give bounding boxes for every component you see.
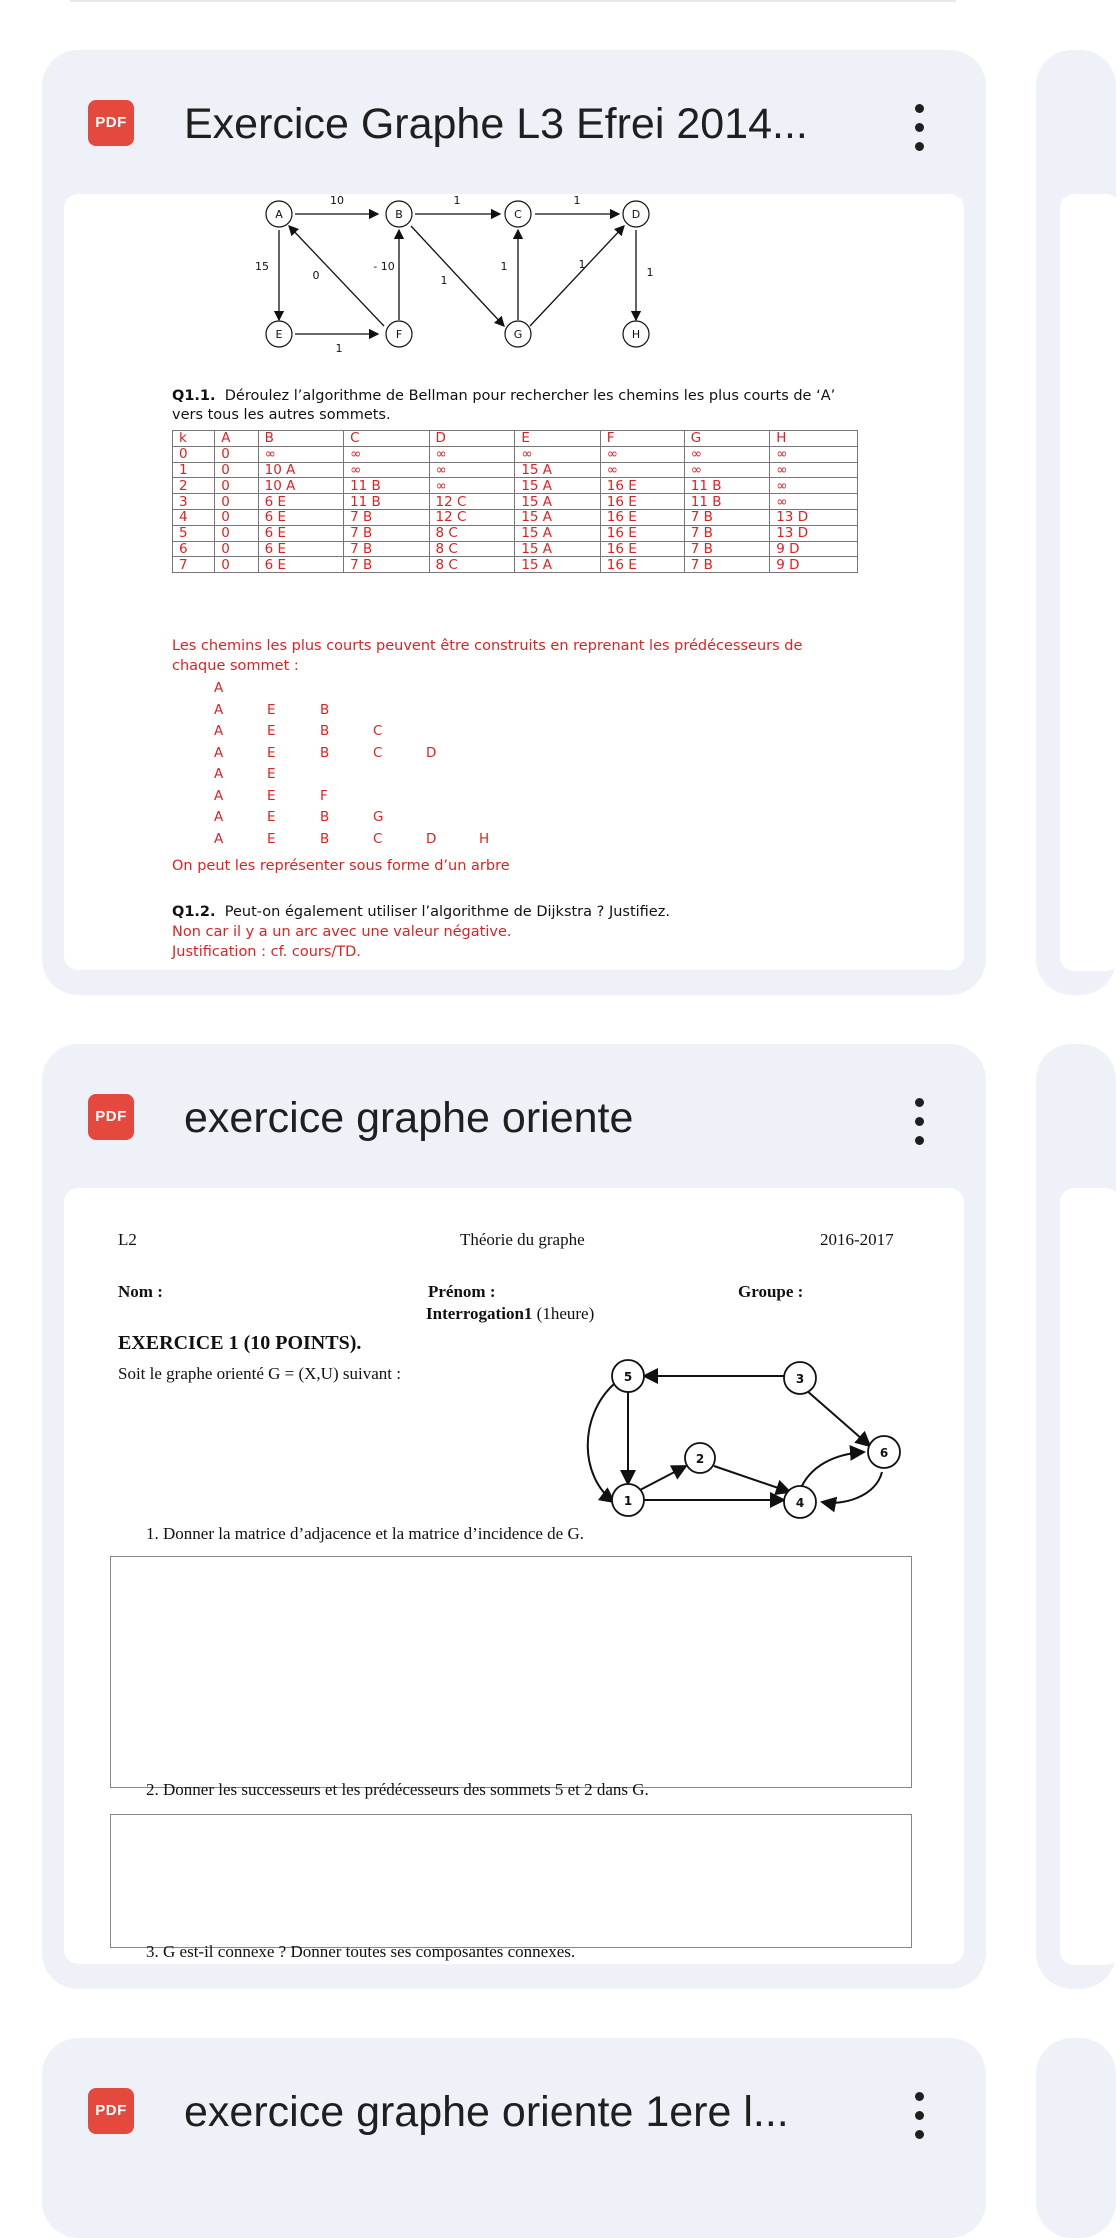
svg-text:F: F <box>395 328 403 341</box>
path-node: B <box>320 701 330 718</box>
table-cell: 0 <box>215 494 258 510</box>
more-vert-icon[interactable] <box>902 2086 936 2146</box>
table-cell: 16 E <box>600 557 684 573</box>
table-cell: 16 E <box>600 509 684 525</box>
more-vert-icon[interactable] <box>902 1092 936 1152</box>
file-card-right-1[interactable] <box>1036 50 1116 995</box>
path-row <box>214 680 267 696</box>
file-thumbnail[interactable] <box>64 1188 964 1964</box>
svg-text:5: 5 <box>623 1370 633 1384</box>
table-cell: 15 A <box>515 557 600 573</box>
table-cell: 6 <box>173 541 215 557</box>
svg-text:4: 4 <box>795 1496 805 1510</box>
table-cell: 6 E <box>258 509 343 525</box>
file-title[interactable]: exercice graphe oriente 1ere l... <box>184 2088 789 2136</box>
doc-prenom: Prénom : <box>428 1282 496 1301</box>
path-node: E <box>267 809 276 825</box>
table-cell: ∞ <box>429 446 515 462</box>
table-cell: 4 <box>173 509 215 525</box>
directed-graph-diagram <box>584 1356 904 1536</box>
path-row <box>214 702 373 718</box>
table-header-cell: E <box>515 431 600 447</box>
path-node: C <box>373 723 383 739</box>
answer-text: Les chemins les plus courts peuvent être construits en reprenant les prédécesseurs de <box>172 638 803 654</box>
top-divider <box>70 0 956 2</box>
table-cell: ∞ <box>429 462 515 478</box>
table-cell: 9 D <box>770 557 858 573</box>
svg-text:1: 1 <box>335 342 343 355</box>
answer-box-2[interactable] <box>110 1814 912 1948</box>
table-cell: 1 <box>173 462 215 478</box>
table-cell: 6 E <box>258 525 343 541</box>
path-node: D <box>426 830 437 847</box>
table-cell: 11 B <box>684 478 769 494</box>
svg-text:- 10: - 10 <box>373 260 395 273</box>
path-node: B <box>320 723 330 739</box>
path-row <box>214 809 426 825</box>
card-header <box>42 1044 986 1188</box>
svg-text:3: 3 <box>795 1372 805 1386</box>
exercise-intro: Soit le graphe orienté G = (X,U) suivant : <box>118 1364 401 1383</box>
table-cell: 12 C <box>429 509 515 525</box>
file-title[interactable]: exercice graphe oriente <box>184 1094 634 1142</box>
path-node: E <box>267 766 276 782</box>
question-1-1-cont: vers tous les autres sommets. <box>172 407 391 423</box>
svg-text:1: 1 <box>500 260 508 273</box>
table-header-cell: H <box>770 431 858 447</box>
table-cell: ∞ <box>684 462 769 478</box>
table-cell: 0 <box>215 509 258 525</box>
svg-text:C: C <box>514 208 522 221</box>
table-cell: 15 A <box>515 478 600 494</box>
table-cell: 15 A <box>515 541 600 557</box>
exercise-title: EXERCICE 1 (10 POINTS). <box>118 1332 362 1354</box>
path-node: A <box>214 809 224 825</box>
table-row <box>173 525 858 541</box>
table-cell: ∞ <box>344 462 429 478</box>
table-cell: 16 E <box>600 541 684 557</box>
table-cell: 0 <box>215 462 258 478</box>
more-vert-icon[interactable] <box>902 98 936 158</box>
table-cell: ∞ <box>770 462 858 478</box>
table-cell: 13 D <box>770 509 858 525</box>
table-cell: 7 B <box>344 541 429 557</box>
pdf-file-icon: PDF <box>88 1094 134 1140</box>
table-cell: 7 B <box>344 557 429 573</box>
svg-text:1: 1 <box>573 194 581 207</box>
path-node: A <box>214 701 224 718</box>
table-cell: 9 D <box>770 541 858 557</box>
path-node: E <box>267 830 276 847</box>
path-node: D <box>426 744 437 761</box>
table-cell: 13 D <box>770 525 858 541</box>
path-row <box>214 745 479 761</box>
table-header-cell: G <box>684 431 769 447</box>
tree-note: On peut les représenter sous forme d’un arbre <box>172 858 510 874</box>
table-cell: 16 E <box>600 525 684 541</box>
table-cell: 0 <box>215 525 258 541</box>
answer-1-2: Non car il y a un arc avec une valeur négative. <box>172 924 512 940</box>
svg-text:1: 1 <box>440 274 448 287</box>
path-node: B <box>320 830 330 847</box>
path-node: C <box>373 744 383 761</box>
table-cell: 6 E <box>258 557 343 573</box>
table-cell: 11 B <box>344 478 429 494</box>
path-row <box>214 723 426 739</box>
path-node: E <box>267 787 276 804</box>
doc-subject: Théorie du graphe <box>460 1230 585 1249</box>
table-cell: 7 B <box>684 541 769 557</box>
table-cell: 12 C <box>429 494 515 510</box>
table-header-cell: B <box>258 431 343 447</box>
pdf-file-icon: PDF <box>88 100 134 146</box>
table-cell: ∞ <box>258 446 343 462</box>
table-row <box>173 462 858 478</box>
table-cell: 15 A <box>515 462 600 478</box>
table-cell: ∞ <box>600 446 684 462</box>
path-node: F <box>320 787 328 804</box>
svg-text:1: 1 <box>578 258 586 271</box>
table-header-cell: C <box>344 431 429 447</box>
table-cell: ∞ <box>770 478 858 494</box>
doc-groupe: Groupe : <box>738 1282 804 1301</box>
table-cell: 7 B <box>684 557 769 573</box>
table-cell: 0 <box>173 446 215 462</box>
file-card-2[interactable] <box>42 1044 986 1989</box>
svg-text:H: H <box>631 328 641 341</box>
table-cell: 6 E <box>258 541 343 557</box>
table-row <box>173 478 858 494</box>
table-cell: 7 B <box>684 525 769 541</box>
table-header-cell: A <box>215 431 258 447</box>
path-node: A <box>214 744 224 761</box>
doc-interro: Interrogation1 (1heure) <box>426 1304 595 1323</box>
svg-text:1: 1 <box>646 266 654 279</box>
table-cell: 7 B <box>344 509 429 525</box>
table-cell: 7 B <box>344 525 429 541</box>
table-row <box>173 541 858 557</box>
path-node: E <box>267 744 276 761</box>
svg-text:1: 1 <box>453 194 461 207</box>
file-thumbnail[interactable] <box>64 194 964 970</box>
table-cell: ∞ <box>429 478 515 494</box>
table-cell: 0 <box>215 557 258 573</box>
doc-year: 2016-2017 <box>820 1230 894 1249</box>
svg-text:A: A <box>275 208 283 221</box>
file-card-1[interactable] <box>42 50 986 995</box>
table-cell: 15 A <box>515 525 600 541</box>
table-cell: ∞ <box>770 446 858 462</box>
question-1-1: Q1.1. Déroulez l’algorithme de Bellman pour rechercher les chemins les plus courts de ‘A’ <box>172 388 836 404</box>
table-cell: 6 E <box>258 494 343 510</box>
table-cell: 0 <box>215 541 258 557</box>
bellman-table <box>172 430 858 573</box>
file-card-right-3[interactable] <box>1036 2038 1116 2238</box>
path-node: H <box>479 830 490 847</box>
svg-text:G: G <box>513 328 523 341</box>
table-cell: ∞ <box>684 446 769 462</box>
path-row <box>214 766 320 782</box>
svg-text:15: 15 <box>255 260 269 273</box>
table-cell: 11 B <box>344 494 429 510</box>
file-card-3[interactable] <box>42 2038 986 2238</box>
svg-text:6: 6 <box>879 1446 889 1460</box>
svg-text:0: 0 <box>312 269 320 282</box>
question-1: 1. Donner la matrice d’adjacence et la matrice d’incidence de G. <box>146 1524 584 1543</box>
file-card-right-2[interactable] <box>1036 1044 1116 1989</box>
table-row <box>173 446 858 462</box>
table-row <box>173 557 858 573</box>
table-header-cell: k <box>173 431 215 447</box>
table-cell: ∞ <box>600 462 684 478</box>
table-row <box>173 494 858 510</box>
table-cell: 0 <box>215 478 258 494</box>
path-node: A <box>214 787 224 804</box>
table-cell: ∞ <box>515 446 600 462</box>
svg-text:10: 10 <box>330 194 344 207</box>
doc-nom: Nom : <box>118 1282 163 1301</box>
table-cell: 16 E <box>600 494 684 510</box>
path-row <box>214 788 373 804</box>
path-node: E <box>267 723 276 739</box>
svg-text:1: 1 <box>623 1494 633 1508</box>
card-header <box>42 50 986 194</box>
path-node: A <box>214 766 224 782</box>
table-cell: 3 <box>173 494 215 510</box>
table-header-cell: D <box>429 431 515 447</box>
table-header-cell: F <box>600 431 684 447</box>
answer-1-2-justif: Justification : cf. cours/TD. <box>172 944 361 960</box>
table-cell: 10 A <box>258 478 343 494</box>
table-cell: 0 <box>215 446 258 462</box>
table-cell: 7 B <box>684 509 769 525</box>
question-1-2: Q1.2. Peut-on également utiliser l’algorithme de Dijkstra ? Justifiez. <box>172 904 670 920</box>
table-cell: 7 <box>173 557 215 573</box>
path-node: A <box>214 830 224 847</box>
answer-box-1[interactable] <box>110 1556 912 1788</box>
doc-level: L2 <box>118 1230 137 1249</box>
table-cell: 15 A <box>515 509 600 525</box>
table-cell: 8 C <box>429 541 515 557</box>
svg-text:2: 2 <box>695 1452 705 1466</box>
table-cell: 2 <box>173 478 215 494</box>
path-node: B <box>320 809 330 825</box>
path-node: A <box>214 680 224 696</box>
path-node: G <box>373 809 384 825</box>
table-cell: 10 A <box>258 462 343 478</box>
svg-text:D: D <box>631 208 641 221</box>
table-cell: 15 A <box>515 494 600 510</box>
file-title[interactable]: Exercice Graphe L3 Efrei 2014... <box>184 100 808 148</box>
path-row <box>214 831 532 847</box>
table-cell: 8 C <box>429 525 515 541</box>
answer-text-cont: chaque sommet : <box>172 658 299 674</box>
table-cell: 16 E <box>600 478 684 494</box>
table-cell: 8 C <box>429 557 515 573</box>
pdf-file-icon: PDF <box>88 2088 134 2134</box>
table-cell: ∞ <box>770 494 858 510</box>
svg-text:B: B <box>395 208 403 221</box>
table-cell: 11 B <box>684 494 769 510</box>
svg-text:E: E <box>275 328 283 341</box>
card-header <box>42 2038 986 2182</box>
path-node: B <box>320 744 330 761</box>
table-cell: ∞ <box>344 446 429 462</box>
question-3: 3. G est-il connexe ? Donner toutes ses composantes connexes. <box>146 1942 576 1961</box>
table-cell: 5 <box>173 525 215 541</box>
graph-diagram <box>64 194 964 364</box>
path-node: C <box>373 830 383 847</box>
table-row <box>173 509 858 525</box>
question-2: 2. Donner les successeurs et les prédécesseurs des sommets 5 et 2 dans G. <box>146 1780 649 1799</box>
path-node: E <box>267 701 276 718</box>
path-node: A <box>214 723 224 739</box>
